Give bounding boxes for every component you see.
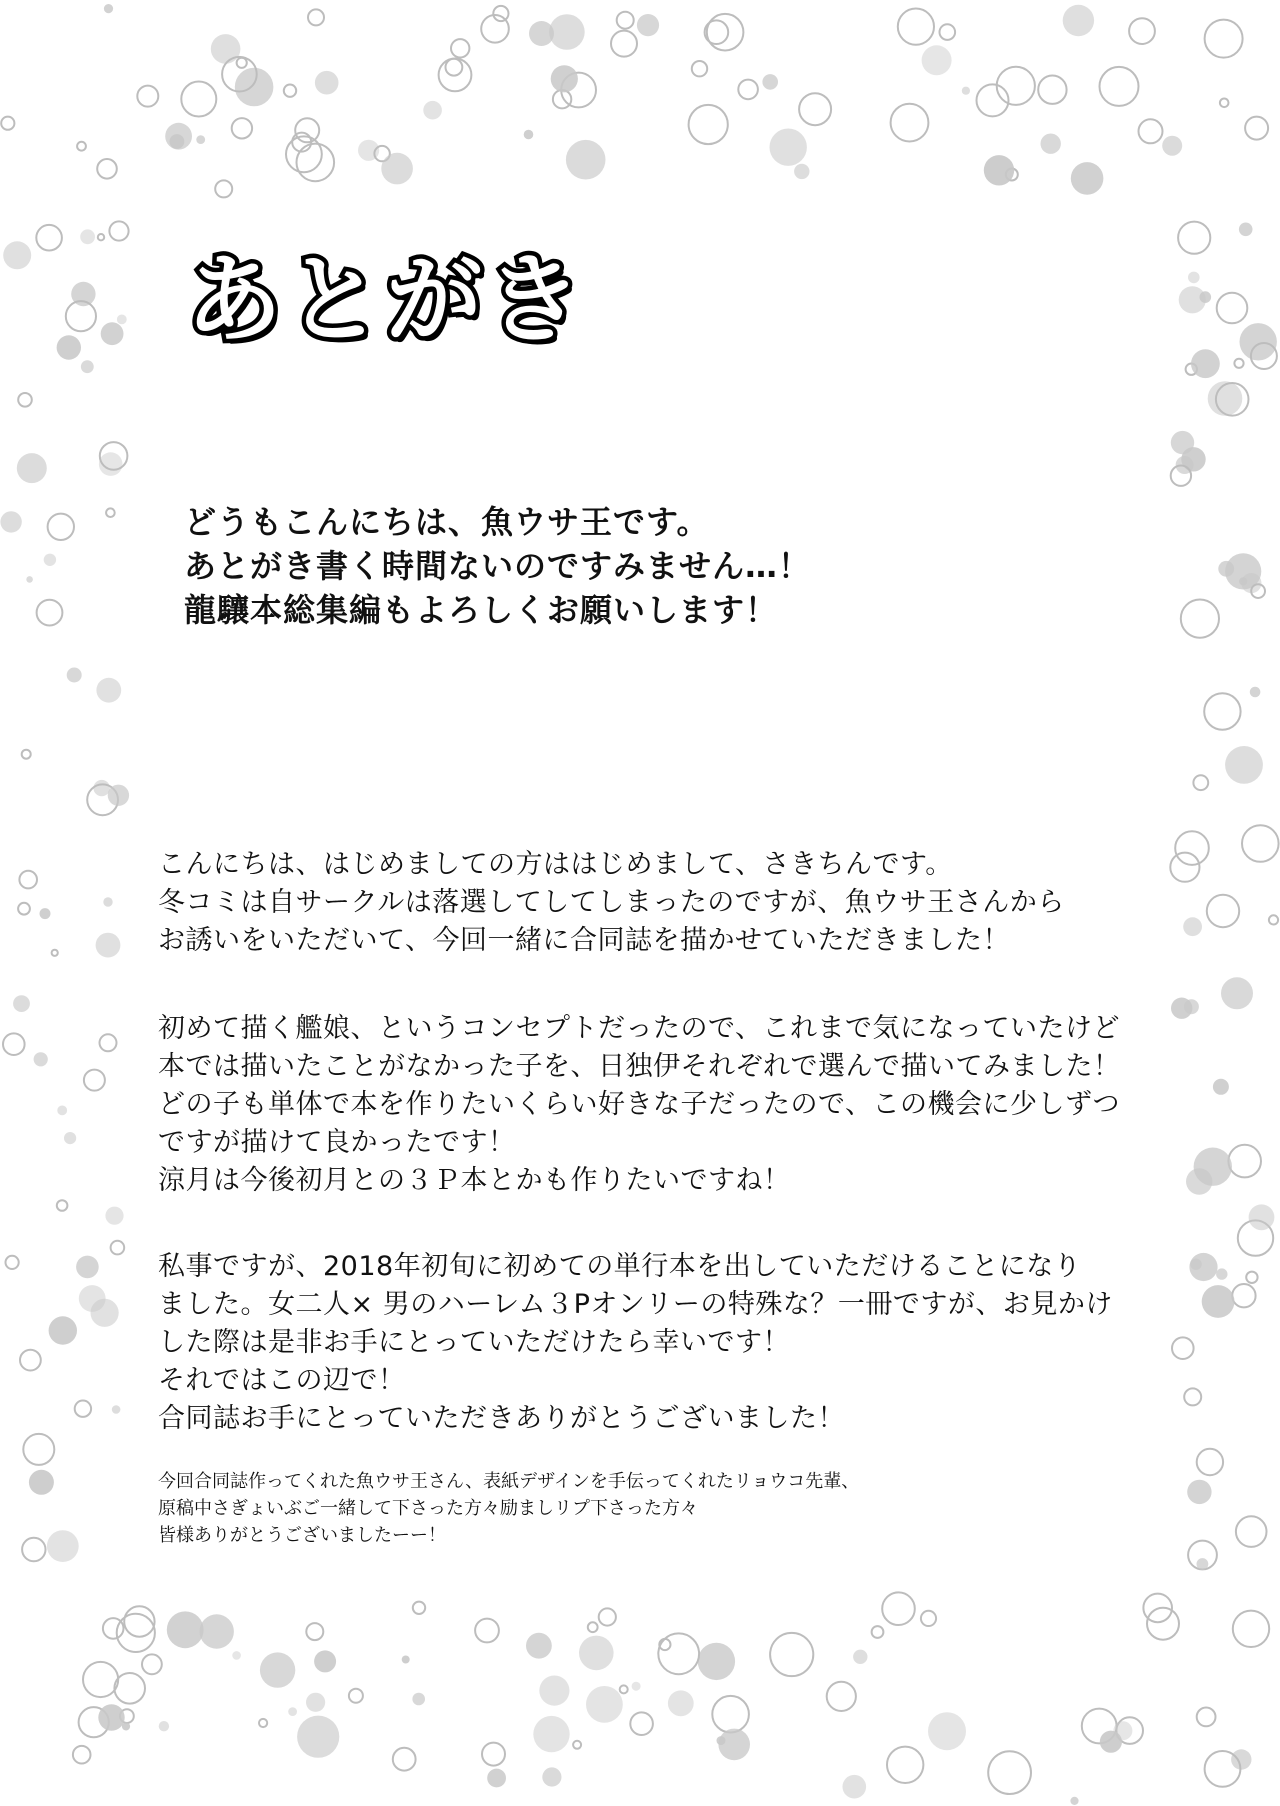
decor-dot	[770, 129, 807, 166]
decor-dot	[1070, 1797, 1078, 1805]
decor-dot	[44, 554, 56, 566]
decor-dot	[1208, 381, 1243, 416]
decor-dot	[1221, 977, 1253, 1009]
decor-dot	[1178, 222, 1210, 254]
decor-dot	[1187, 1480, 1211, 1504]
decor-dot	[57, 335, 81, 359]
decor-dot	[1147, 1608, 1179, 1640]
decor-dot	[75, 1401, 91, 1417]
decor-dot	[83, 1662, 118, 1697]
decor-dot	[891, 104, 929, 142]
decor-dot	[872, 1626, 884, 1638]
decor-dot	[617, 12, 634, 29]
guest-note-line: 私事ですが、2018年初旬に初めての単行本を出していただけることになり	[158, 1251, 1082, 1282]
decor-dot	[1207, 895, 1239, 927]
decor-dot	[493, 6, 508, 21]
decor-dot	[599, 1608, 616, 1625]
decor-dot	[98, 1704, 124, 1730]
decor-dot	[67, 668, 82, 683]
decor-dot	[22, 1538, 45, 1561]
author-note-line: どうもこんにちは、魚ウサ王です。	[184, 503, 710, 541]
decor-dot	[962, 87, 970, 95]
decor-dot	[1139, 119, 1163, 143]
decor-dot	[668, 1690, 694, 1716]
decor-dot	[940, 24, 956, 40]
decor-dot	[142, 1654, 162, 1674]
decor-dot	[76, 1256, 99, 1279]
decor-dot	[96, 933, 121, 958]
decor-dot	[738, 80, 758, 100]
decor-dot	[29, 1470, 54, 1495]
decor-dot	[215, 180, 232, 197]
decor-dot	[237, 58, 247, 68]
decor-dot	[712, 1696, 749, 1733]
author-note	[184, 500, 811, 632]
decor-dot	[19, 871, 37, 889]
decor-dot	[794, 164, 809, 179]
decor-dot	[1183, 917, 1202, 936]
decor-dot	[1, 117, 14, 130]
decor-dot	[542, 1767, 561, 1786]
decor-dot	[1236, 1516, 1267, 1547]
decor-dot	[381, 153, 413, 185]
decor-dot	[94, 780, 110, 796]
decor-dot	[539, 1676, 569, 1706]
decor-dot	[1181, 447, 1205, 471]
decor-dot	[81, 360, 94, 373]
decor-dot	[57, 1106, 67, 1116]
decor-dot	[37, 600, 63, 626]
decor-dot	[1239, 223, 1253, 237]
decor-dot	[1205, 20, 1243, 58]
decor-dot	[1197, 1708, 1216, 1727]
decor-dot	[586, 1686, 623, 1723]
decor-dot	[882, 1592, 915, 1625]
decor-dot	[1240, 323, 1277, 360]
page-title: あとがき	[186, 244, 586, 356]
decor-dot	[232, 1651, 241, 1660]
decor-dot	[1217, 293, 1248, 324]
decor-dot	[96, 678, 121, 703]
thanks-note-line: 皆様ありがとうございましたーー！	[158, 1525, 446, 1546]
decor-dot	[3, 1033, 25, 1055]
guest-note-line: 涼月は今後初月との３Ｐ本とかも作りたいですね！	[158, 1165, 791, 1196]
decor-dot	[314, 1650, 336, 1672]
decor-dot	[1204, 693, 1240, 729]
decor-dot	[1191, 349, 1220, 378]
decor-dot	[20, 1350, 41, 1371]
guest-note-paragraph-3	[158, 1248, 1113, 1438]
guest-note-paragraph-1	[158, 846, 1065, 960]
decor-dot	[1041, 134, 1061, 154]
guest-note-line: 冬コミは自サークルは落選してしてしまったのですが、魚ウサ王さんから	[158, 887, 1065, 918]
decor-dot	[13, 995, 30, 1012]
decor-dot	[762, 74, 778, 90]
decor-dot	[1063, 5, 1094, 36]
decor-dot	[18, 393, 32, 407]
decor-dot	[1197, 1449, 1223, 1475]
decor-dot	[306, 1693, 325, 1712]
decor-dot	[1250, 687, 1261, 698]
decor-dot	[288, 1707, 297, 1716]
decor-dot	[658, 1633, 699, 1674]
decor-dot	[34, 1052, 48, 1066]
decor-dot	[73, 1746, 91, 1764]
decor-dot	[573, 1741, 581, 1749]
decor-dot	[235, 68, 274, 107]
decor-dot	[698, 1643, 735, 1680]
decor-dot	[402, 1656, 410, 1664]
decor-dot	[588, 1622, 598, 1632]
decor-dot	[898, 9, 934, 45]
decor-dot	[718, 1729, 750, 1761]
decor-dot	[1234, 359, 1243, 368]
decor-dot	[159, 1721, 169, 1731]
guest-note-line: どの子も単体で本を作りたいくらい好きな子だったので、この機会に少しずつ	[158, 1089, 1120, 1120]
decor-dot	[1220, 99, 1229, 108]
decor-dot	[413, 1602, 425, 1614]
decor-dot	[1162, 136, 1182, 156]
decor-dot	[80, 229, 95, 244]
decor-dot	[259, 1719, 267, 1727]
decor-dot	[827, 1682, 856, 1711]
decor-dot	[887, 1747, 923, 1783]
decor-dot	[533, 1716, 569, 1752]
decor-dot	[1245, 117, 1268, 140]
decor-dot	[23, 1434, 54, 1465]
decor-dot	[97, 159, 117, 179]
decor-dot	[526, 1633, 552, 1659]
decor-dot	[84, 1070, 105, 1091]
thanks-note-line: 今回合同誌作ってくれた魚ウサ王さん、表紙デザインを手伝ってくれたリョウコ先輩、	[158, 1471, 860, 1492]
decor-dot	[48, 514, 74, 540]
decor-dot	[196, 135, 205, 144]
decor-dot	[106, 508, 115, 517]
decor-dot	[707, 14, 744, 51]
decor-dot	[423, 101, 442, 120]
decor-dot	[1232, 1284, 1255, 1307]
decor-dot	[22, 750, 31, 759]
decor-dot	[284, 85, 296, 97]
guest-note-line: した際は是非お手にとっていただけたら幸いです！	[158, 1327, 790, 1358]
decor-dot	[349, 1689, 363, 1703]
decor-dot	[1100, 67, 1139, 106]
guest-note-line: お誘いをいただいて、今回一緒に合同誌を描かせていただきました！	[158, 925, 1010, 956]
decor-dot	[181, 82, 216, 117]
author-note-line: あとがき書く時間ないのですみません…！	[184, 547, 812, 585]
decor-dot	[57, 1200, 68, 1211]
decor-dot	[1218, 561, 1234, 577]
decor-dot	[1129, 18, 1155, 44]
thanks-note-line: 原稿中さぎょいぶご一緒して下さった方々励ましリプ下さった方々	[158, 1498, 698, 1519]
decor-dot	[1181, 600, 1219, 638]
decor-dot	[260, 1652, 295, 1687]
decor-dot	[1269, 915, 1278, 924]
decor-dot	[165, 123, 192, 150]
decor-dot	[36, 225, 62, 251]
decor-dot	[1171, 998, 1192, 1019]
decor-dot	[692, 61, 707, 76]
decor-dot	[1172, 1337, 1194, 1359]
decor-dot	[482, 1743, 505, 1766]
decor-dot	[475, 1619, 499, 1643]
decor-dot	[1170, 853, 1199, 882]
decor-dot	[1100, 1731, 1122, 1753]
decor-dot	[101, 322, 124, 345]
decor-dot	[3, 241, 31, 269]
decor-dot	[928, 1712, 966, 1750]
decor-dot	[47, 1530, 79, 1562]
guest-note-line: 本では描いたことがなかった子を、日独伊それぞれで選んで描いてみました！	[158, 1051, 1121, 1082]
decor-dot	[77, 142, 86, 151]
decor-dot	[297, 144, 335, 182]
decor-dot	[1175, 831, 1209, 865]
decor-dot	[1228, 1145, 1261, 1178]
decor-dot	[843, 1775, 867, 1799]
decor-dot	[549, 14, 585, 50]
decor-dot	[1193, 775, 1208, 790]
decor-dot	[117, 315, 127, 325]
decor-dot	[632, 1682, 641, 1691]
decor-dot	[18, 903, 30, 915]
decor-dot	[52, 950, 58, 956]
decor-dot	[487, 1769, 506, 1788]
guest-note-line: それではこの辺で！	[158, 1365, 406, 1396]
decor-dot	[1197, 1558, 1209, 1570]
decor-dot	[105, 1207, 123, 1225]
decor-dot	[551, 65, 578, 92]
decor-dot	[200, 1614, 234, 1648]
decor-dot	[91, 1299, 119, 1327]
guest-note-line: ですが描けて良かったです！	[158, 1127, 516, 1158]
guest-note-line: こんにちは、はじめましての方ははじめまして、さきちんです。	[158, 849, 953, 880]
decor-dot	[637, 14, 659, 36]
decor-dot	[1190, 1259, 1201, 1270]
decor-dot	[64, 1132, 76, 1144]
decor-dot	[26, 576, 33, 583]
decor-dot	[108, 785, 129, 806]
decor-dot	[988, 1751, 1031, 1794]
decor-dot	[1200, 291, 1212, 303]
decor-dot	[1205, 1751, 1241, 1787]
decor-dot	[103, 897, 112, 906]
decor-dot	[1186, 1168, 1212, 1194]
decor-dot	[137, 86, 158, 107]
decor-dot	[1225, 746, 1263, 784]
decor-dot	[111, 1241, 125, 1255]
decor-dot	[921, 1611, 936, 1626]
decor-dot	[40, 908, 51, 919]
decor-dot	[566, 140, 606, 180]
decor-dot	[1213, 1079, 1229, 1095]
guest-note-line: 初めて描く艦娘、というコンセプトだったので、これまで気になっていたけど	[158, 1013, 1120, 1044]
decor-dot	[579, 1636, 614, 1671]
author-note-line: 龍驤本総集編もよろしくお願いします！	[184, 591, 779, 629]
decor-dot	[112, 1405, 121, 1414]
decor-dot	[689, 105, 728, 144]
decor-dot	[49, 1316, 77, 1344]
decor-dot	[104, 4, 113, 13]
decor-dot	[620, 1685, 628, 1693]
guest-note-line: ました。女二人× 男のハーレム３Pオンリーの特殊な？一冊ですが、お見かけ	[158, 1289, 1113, 1320]
decor-dot	[6, 1256, 19, 1269]
decor-dot	[770, 1633, 813, 1676]
decor-dot	[308, 9, 324, 25]
guest-note-line: 合同誌お手にとっていただきありがとうございました！	[158, 1403, 845, 1434]
decor-dot	[1188, 272, 1200, 284]
decor-dot	[122, 1722, 130, 1730]
decor-dot	[630, 1712, 653, 1735]
decor-dot	[1216, 1268, 1227, 1279]
decor-dot	[100, 1034, 117, 1051]
decor-dot	[1071, 162, 1104, 195]
decor-dot	[1242, 825, 1279, 862]
decor-dot	[853, 1650, 867, 1664]
decor-dot	[17, 453, 47, 483]
decor-dot	[997, 67, 1035, 105]
decor-dot	[0, 511, 21, 532]
decor-dot	[1249, 1204, 1275, 1230]
decor-dot	[451, 39, 469, 57]
decor-dot	[1038, 76, 1066, 104]
decor-dot	[1231, 1749, 1251, 1769]
guest-note-paragraph-2	[158, 1010, 1121, 1200]
decor-dot	[109, 221, 128, 240]
decor-dot	[1233, 1611, 1269, 1647]
decor-dot	[295, 118, 319, 142]
decor-dot	[1246, 1272, 1257, 1283]
decor-dot	[306, 1623, 323, 1640]
decor-dot	[232, 118, 252, 138]
decor-dot	[98, 234, 104, 240]
decor-dot	[167, 1611, 204, 1648]
decor-dot	[114, 1673, 145, 1704]
decor-dot	[922, 45, 952, 75]
decor-dot	[211, 34, 241, 64]
decor-dot	[393, 1748, 416, 1771]
decor-dot	[524, 130, 534, 140]
decor-dot	[799, 93, 831, 125]
decor-dot	[297, 1716, 339, 1758]
decor-dot	[1202, 1285, 1235, 1318]
decor-dot	[1184, 1388, 1201, 1405]
thanks-note	[158, 1468, 859, 1549]
decor-dot	[611, 31, 637, 57]
decor-dot	[446, 59, 463, 76]
decor-dot	[984, 155, 1014, 185]
decor-dot	[315, 71, 339, 95]
decor-dot	[412, 1693, 425, 1706]
